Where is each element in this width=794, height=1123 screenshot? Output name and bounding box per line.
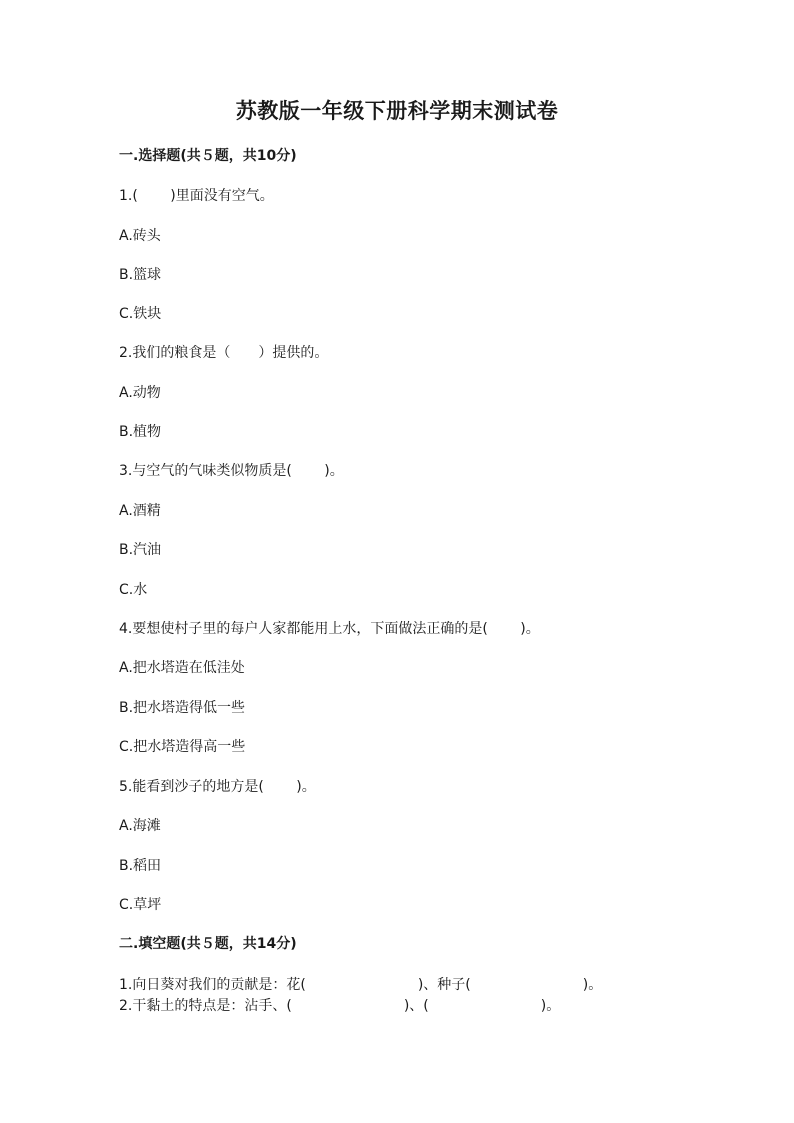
question-stem: 1.( )里面没有空气。 bbox=[119, 188, 274, 204]
section-heading-fill-in: 二.填空题(共５题，共14分) bbox=[119, 936, 297, 952]
answer-option: C.水 bbox=[119, 582, 148, 598]
answer-option: A.海滩 bbox=[119, 818, 161, 834]
answer-option: A.把水塔造在低洼处 bbox=[119, 660, 245, 676]
answer-option: A.动物 bbox=[119, 385, 161, 401]
answer-option: B.植物 bbox=[119, 424, 162, 440]
answer-option: B.稻田 bbox=[119, 858, 162, 874]
answer-option: B.汽油 bbox=[119, 542, 162, 558]
answer-option: C.草坪 bbox=[119, 897, 162, 913]
question-stem: 5.能看到沙子的地方是( )。 bbox=[119, 779, 316, 795]
answer-option: B.把水塔造得低一些 bbox=[119, 700, 246, 716]
exam-title: 苏教版一年级下册科学期末测试卷 bbox=[235, 98, 559, 123]
question-stem: 4.要想使村子里的每户人家都能用上水，下面做法正确的是( )。 bbox=[119, 621, 540, 637]
answer-option: A.砖头 bbox=[119, 228, 161, 244]
question-stem: 2.我们的粮食是（ ）提供的。 bbox=[119, 345, 329, 361]
answer-option: A.酒精 bbox=[119, 503, 161, 519]
question-stem: 3.与空气的气味类似物质是( )。 bbox=[119, 463, 344, 479]
answer-option: C.铁块 bbox=[119, 306, 162, 322]
answer-option: B.篮球 bbox=[119, 267, 162, 283]
section-heading-multiple-choice: 一.选择题(共５题，共10分) bbox=[119, 148, 297, 164]
fill-in-question: 2.干黏土的特点是：沾手、( )、( )。 bbox=[119, 998, 561, 1014]
answer-option: C.把水塔造得高一些 bbox=[119, 739, 246, 755]
fill-in-question: 1.向日葵对我们的贡献是：花( )、种子( )。 bbox=[119, 977, 603, 993]
